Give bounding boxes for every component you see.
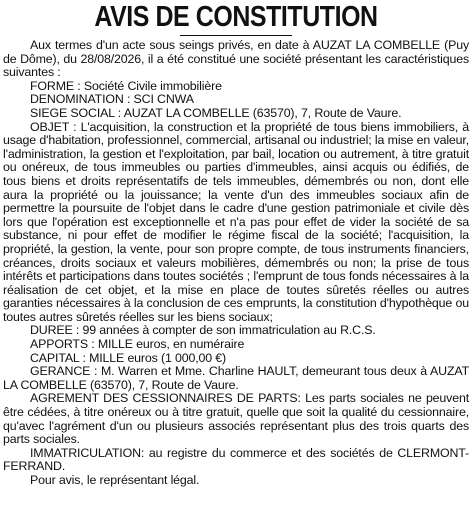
capital-line: CAPITAL : MILLE euros (1 000,00 €)	[30, 350, 226, 365]
duree-line: DUREE : 99 années à compter de son immatriculation au R.C.S.	[30, 323, 376, 338]
apports-line: APPORTS : MILLE euros, en numéraire	[30, 337, 245, 352]
title-underline	[180, 35, 292, 36]
gerance-paragraph: GERANCE : M. Warren et Mme. Charline HAULT, demeurant tous deux à AUZAT LA COMBELLE (63570), 7, Route de Vaure.	[3, 364, 469, 392]
signature-line: Pour avis, le représentant légal.	[30, 473, 200, 487]
agrement-paragraph: AGREMENT DES CESSIONNAIRES DE PARTS: Les parts sociales ne peuvent être cédées, à titre onéreux ou à titre gratuit, quelle que soit la qualité du cessionnaire, qu'avec l'agrément d'un ou plusieurs associés représentant plus des trois quarts des parts sociales.	[3, 391, 469, 447]
notice-title: AVIS DE CONSTITUTION	[94, 1, 378, 33]
forme-line: FORME : Société Civile immobilière	[30, 78, 222, 93]
intro-paragraph: Aux termes d'un acte sous seings privés, en date à AUZAT LA COMBELLE (Puy de Dôme), du 28/08/2026, il a été constitué une société présentant les caractéristiques suivantes :	[3, 38, 469, 80]
siege-social-line: SIEGE SOCIAL : AUZAT LA COMBELLE (63570), 7, Route de Vaure.	[30, 105, 402, 120]
objet-paragraph: OBJET : L'acquisition, la construction et la propriété de tous biens immobiliers, à usage d'habitation, professionnel, commercial, artisanal ou industriel; la mise en valeur, l'administration, la gestion et l'exploitation, par bail, location ou autrement, à titre gratuit ou onéreux, de tous immeubles ou parties d'immeubles, ainsi acquis ou édifiés, de tous biens et droits représentatifs de tels immeubles, démembrés ou non, dont elle aura la propriété ou la jouissance; la vente d'un des immeubles sociaux afin de permettre la poursuite de l'objet dans le cadre d'une gestion patrimoniale et civile dès lors que l'opération est exceptionnelle et n'a pas pour effet de vider la société de sa substance, ni pour effet de modifier le régime fiscal de la société; l'acquisition, la propriété, la gestion, la vente, pour son propre compte, de tous instruments financiers, créances, droits sociaux et valeurs mobilières, démembrés ou non; la prise de tous intérêts et participations dans toutes sociétés ; l'emprunt de tous fonds nécessaires à la réalisation de cet objet, et la mise en place de toutes sûretés réelles ou autres garanties nécessaires à la conclusion de ces emprunts, la constitution d'hypothèque ou toutes autres sûretés réelles sur les biens sociaux;	[3, 119, 469, 324]
immatriculation-paragraph: IMMATRICULATION: au registre du commerce et des sociétés de CLERMONT-FERRAND.	[3, 445, 469, 474]
denomination-line: DENOMINATION : SCI CNWA	[30, 92, 194, 107]
